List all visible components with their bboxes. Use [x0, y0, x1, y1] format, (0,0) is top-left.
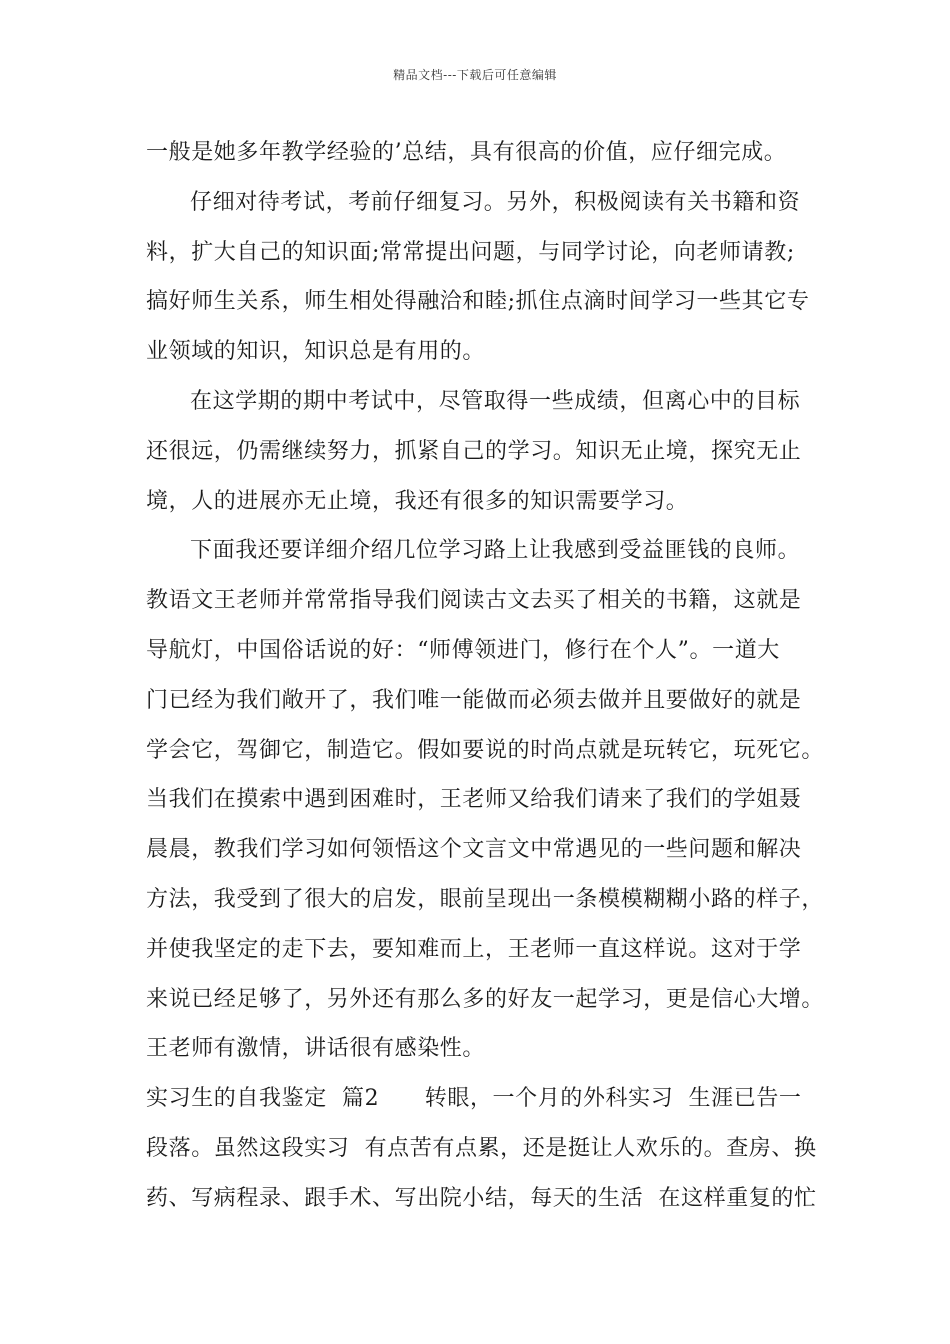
- text-line: 王老师有激情，讲话很有感染性。: [146, 1036, 486, 1062]
- page-header: 精品文档---下载后可任意编辑: [393, 68, 557, 82]
- text-line: 料，扩大自己的知识面;常常提出问题，与同学讨论，向老师请教;: [146, 239, 795, 265]
- text-line: 一般是她多年教学经验的’总结，具有很高的价值，应仔细完成。: [146, 140, 787, 165]
- text-line: 在这学期的期中考试中，尽管取得一些成绩，但离心中的目标: [190, 388, 801, 414]
- text-line: 药、写病程录、跟手术、写出院小结，每天的生活 在这样重复的忙: [146, 1185, 817, 1211]
- text-line: 当我们在摸索中遇到困难时，王老师又给我们请来了我们的学姐聂: [146, 787, 802, 813]
- text-line: 搞好师生关系，师生相处得融洽和睦;抓住点滴时间学习一些其它专: [146, 289, 810, 315]
- text-line: 仔细对待考试，考前仔细复习。另外，积极阅读有关书籍和资: [190, 189, 801, 215]
- text-line: 来说已经足够了，另外还有那么多的好友一起学习，更是信心大增。: [146, 986, 825, 1012]
- text-line: 教语文王老师并常常指导我们阅读古文去买了相关的书籍，这就是: [146, 588, 802, 614]
- text-line: 方法，我受到了很大的启发，眼前呈现出一条模模糊糊小路的样子，: [146, 886, 825, 912]
- text-line: 导航灯，中国俗话说的好：“师傅领进门，修行在个人”。一道大: [146, 637, 780, 663]
- text-line: 晨晨，教我们学习如何领悟这个文言文中常遇见的一些问题和解决: [146, 837, 802, 863]
- text-line: 学会它，驾御它，制造它。假如要说的时尚点就是玩转它，玩死它。: [146, 737, 825, 763]
- text-line: 门已经为我们敞开了，我们唯一能做而必须去做并且要做好的就是: [146, 687, 802, 713]
- document-body: [146, 128, 825, 1224]
- text-line: 业领域的知识，知识总是有用的。: [146, 339, 486, 365]
- text-line: 段落。虽然这段实习 有点苦有点累，还是挺让人欢乐的。查房、换: [146, 1135, 817, 1161]
- text-line: 并使我坚定的走下去，要知难而上，王老师一直这样说。这对于学: [146, 936, 802, 962]
- section-heading-line: 实习生的自我鉴定 篇2 转眼，一个月的外科实习 生涯已告一: [146, 1086, 802, 1112]
- text-line: 下面我还要详细介绍几位学习路上让我感到受益匪钱的良师。: [190, 538, 801, 564]
- text-line: 境，人的进展亦无止境，我还有很多的知识需要学习。: [146, 488, 689, 514]
- text-line: 还很远，仍需继续努力，抓紧自己的学习。知识无止境，探究无止: [146, 438, 802, 464]
